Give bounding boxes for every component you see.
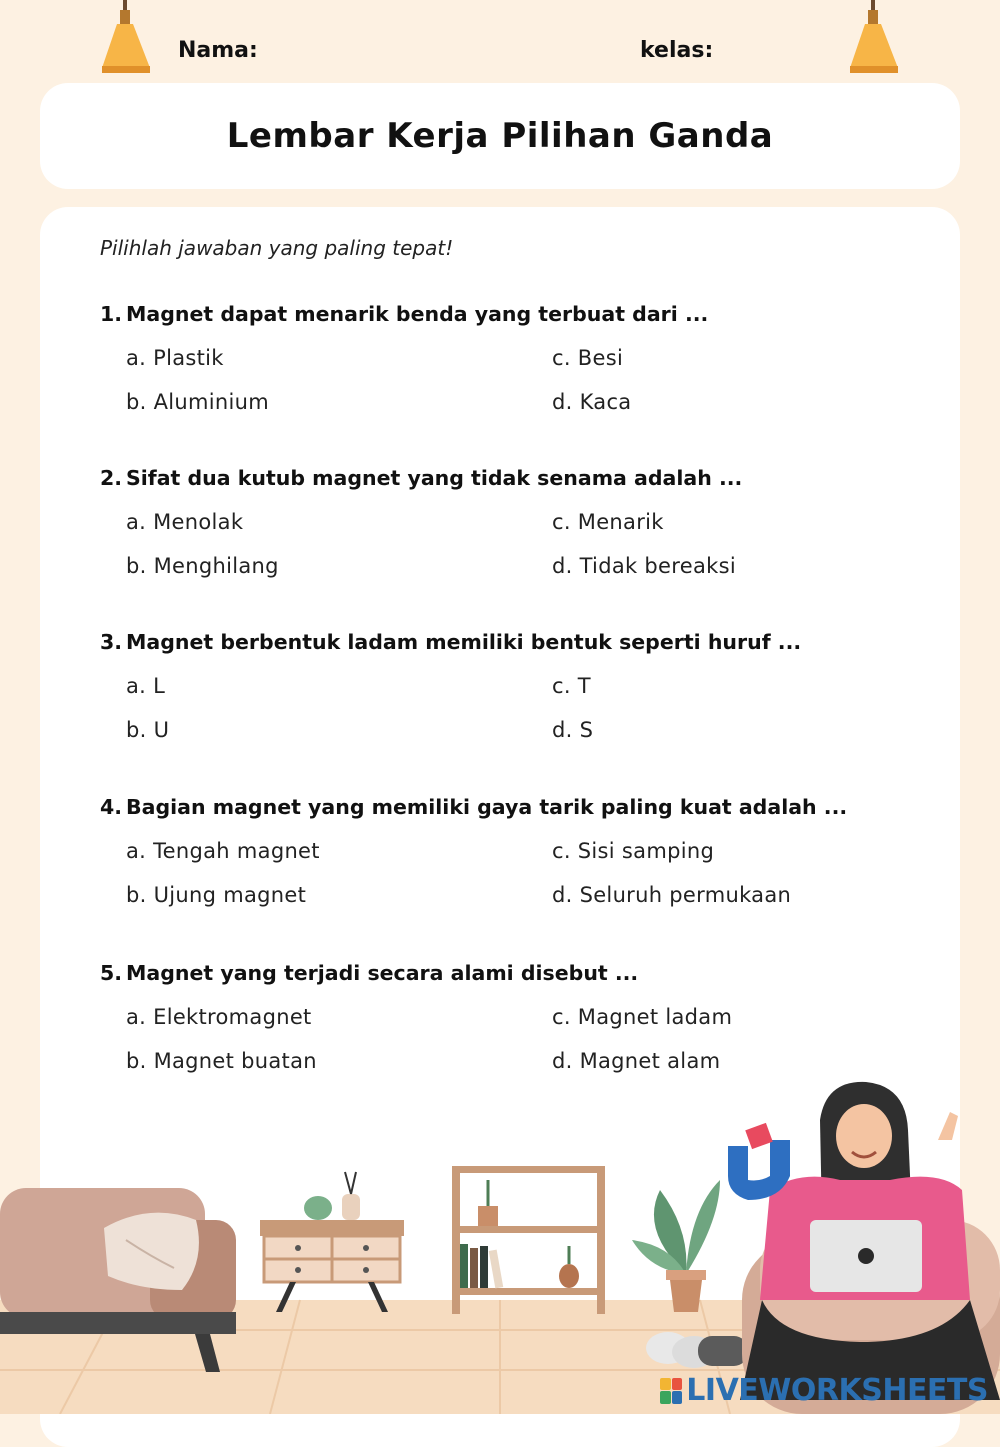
liveworksheets-logo-icon (660, 1378, 682, 1404)
option-a[interactable]: a. Tengah magnet (126, 839, 320, 863)
instruction-text: Pilihlah jawaban yang paling tepat! (100, 236, 454, 260)
slippers-icon (646, 1332, 748, 1368)
option-d[interactable]: d. Tidak bereaksi (552, 554, 736, 578)
option-c[interactable]: c. Menarik (552, 510, 664, 534)
question-text: Sifat dua kutub magnet yang tidak senama adalah ... (126, 466, 743, 490)
question-number: 4. (100, 795, 123, 819)
question-text: Magnet berbentuk ladam memiliki bentuk seperti huruf ... (126, 630, 802, 654)
plant-icon (632, 1180, 720, 1312)
question-number: 2. (100, 466, 123, 490)
option-b[interactable]: b. Aluminium (126, 390, 269, 414)
question-number: 3. (100, 630, 123, 654)
option-a[interactable]: a. Plastik (126, 346, 224, 370)
option-b[interactable]: b. Menghilang (126, 554, 279, 578)
option-c[interactable]: c. Sisi samping (552, 839, 715, 863)
option-b[interactable]: b. Ujung magnet (126, 883, 307, 907)
question-5 (100, 958, 920, 1078)
shelf-icon (452, 1166, 605, 1314)
lamp-right-icon (846, 0, 902, 76)
question-3 (100, 627, 920, 747)
question-number: 1. (100, 302, 123, 326)
page-title: Lembar Kerja Pilihan Ganda (226, 116, 774, 156)
option-d[interactable]: d. Magnet alam (552, 1049, 721, 1073)
option-c[interactable]: c. Besi (552, 346, 624, 370)
liveworksheets-brand[interactable] (660, 1373, 988, 1408)
option-c[interactable]: c. T (552, 674, 591, 698)
option-a[interactable]: a. Menolak (126, 510, 244, 534)
title-card (40, 83, 960, 189)
question-4 (100, 792, 920, 912)
person-with-laptop-illustration (728, 1082, 1000, 1414)
room-illustration (0, 1080, 1000, 1414)
question-text: Magnet yang terjadi secara alami disebut ... (126, 961, 639, 985)
brand-name: LIVEWORKSHEETS (686, 1373, 988, 1408)
cabinet-icon (260, 1172, 404, 1312)
option-d[interactable]: d. Seluruh permukaan (552, 883, 792, 907)
question-1 (100, 299, 920, 419)
class-label: kelas: (640, 38, 714, 63)
option-c[interactable]: c. Magnet ladam (552, 1005, 733, 1029)
question-2 (100, 463, 920, 583)
question-text: Magnet dapat menarik benda yang terbuat dari ... (126, 302, 709, 326)
question-number: 5. (100, 961, 123, 985)
option-b[interactable]: b. Magnet buatan (126, 1049, 317, 1073)
option-d[interactable]: d. S (552, 718, 594, 742)
option-a[interactable]: a. Elektromagnet (126, 1005, 312, 1029)
option-b[interactable]: b. U (126, 718, 170, 742)
name-label: Nama: (178, 38, 258, 63)
lamp-left-icon (98, 0, 154, 76)
option-a[interactable]: a. L (126, 674, 166, 698)
option-d[interactable]: d. Kaca (552, 390, 632, 414)
question-text: Bagian magnet yang memiliki gaya tarik paling kuat adalah ... (126, 795, 848, 819)
